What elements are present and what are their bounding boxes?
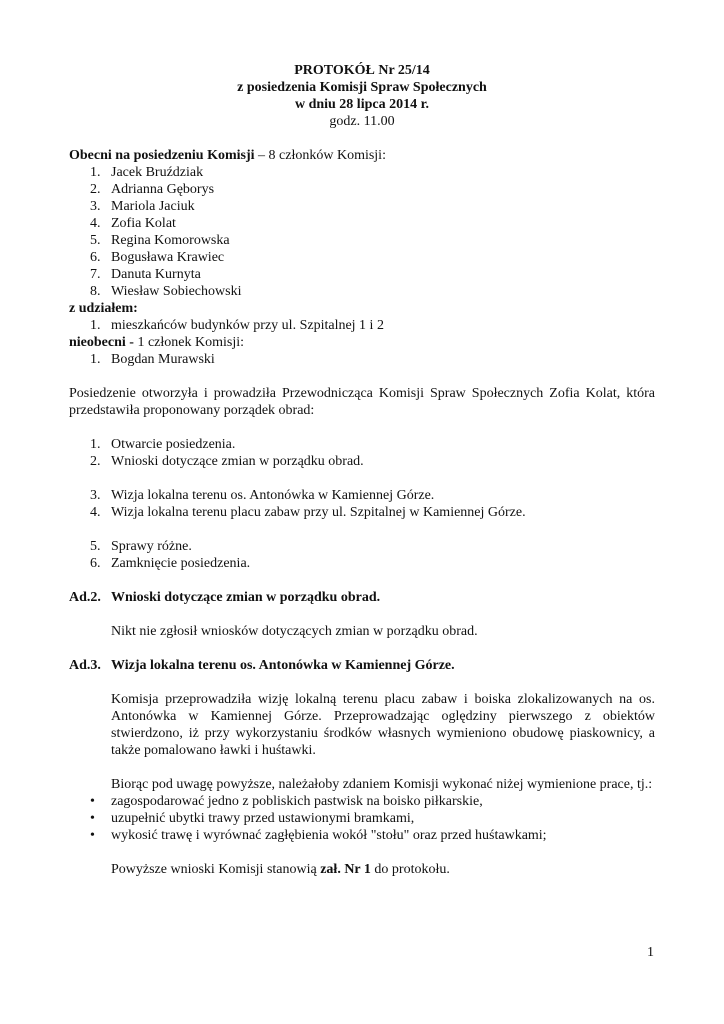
agenda-list-3 [69,538,655,572]
present-count: – 8 członków Komisji: [254,148,386,163]
list-item: 1. Jacek Bruździak [90,165,204,180]
agenda-list-2 [69,487,655,521]
agenda-item: 4. Wizja lokalna terenu placu zabaw przy ul. Szpitalnej w Kamiennej Górze. [90,505,526,520]
agenda-item: 3. Wizja lokalna terenu os. Antonówka w Kamiennej Górze. [90,488,435,503]
meeting-date: w dniu 28 lipca 2014 r. [294,97,430,112]
ad2-paragraph: Nikt nie zgłosił wniosków dotyczących zmian w porządku obrad. [111,624,478,639]
bullet-icon: • [90,828,95,843]
agenda-item: 1. Otwarcie posiedzenia. [90,437,236,452]
ad3-paragraph-2: Biorąc pod uwagę powyższe, należałoby zdaniem Komisji wykonać niżej wymienione prace, tj.: [111,777,653,792]
document-header [69,62,655,130]
list-item: 2. Adrianna Gęborys [90,182,215,197]
bullet-icon: • [90,794,95,809]
list-item: 1. Bogdan Murawski [90,352,215,367]
list-item: 4. Zofia Kolat [90,216,176,231]
list-item: 3. Mariola Jaciuk [90,199,195,214]
list-item: • wykosić trawę i wyrównać zagłębienia wokół "stołu" oraz przed huśtawkami; [90,828,547,843]
meeting-time: godz. 11.00 [329,114,395,129]
list-item: • uzupełnić ubytki trawy przed ustawionymi bramkami, [90,811,415,826]
list-item: 6. Bogusława Krawiec [90,250,225,265]
list-item: 8. Wiesław Sobiechowski [90,284,242,299]
list-item: 7. Danuta Kurnyta [90,267,201,282]
absent-list [69,351,655,368]
with-list [69,317,655,334]
page-number: 1 [647,945,654,960]
recommendations-list [69,793,655,844]
closing-paragraph: Powyższe wnioski Komisji stanowią zał. Nr 1 do protokołu. [111,862,450,877]
present-heading [69,147,655,164]
agenda-list-1 [69,436,655,470]
protocol-title: PROTOKÓŁ Nr 25/14 [294,63,430,78]
document-page [69,62,655,878]
with-heading: z udziałem: [69,301,138,316]
bullet-icon: • [90,811,95,826]
section-heading-ad2: Ad.2. Wnioski dotyczące zmian w porządku obrad. [69,590,381,605]
list-item: 5. Regina Komorowska [90,233,230,248]
agenda-item: 2. Wnioski dotyczące zmian w porządku obrad. [90,454,364,469]
present-label: Obecni na posiedzeniu Komisji [69,148,255,163]
ad3-paragraph-1: Komisja przeprowadziła wizję lokalną terenu placu zabaw i boiska zlokalizowanych na os. Antonówka w Kamiennej Górze. Przeprowadzając oględziny pierwszego z obiektów stwierdzono, iż przy wykorzystaniu środków własnych wymieniono obudowę piaskownicy, a także pomalowano ławki i huśtawki. [111,692,655,758]
intro-paragraph: Posiedzenie otworzyła i prowadziła Przewodnicząca Komisji Spraw Społecznych Zofia Kolat, która przedstawiła proponowany porządek obrad: [69,386,655,418]
section-heading-ad3: Ad.3. Wizja lokalna terenu os. Antonówka w Kamiennej Górze. [69,658,455,673]
agenda-item: 6. Zamknięcie posiedzenia. [90,556,251,571]
protocol-subtitle: z posiedzenia Komisji Spraw Społecznych [237,80,487,95]
list-item: 1. mieszkańców budynków przy ul. Szpitalnej 1 i 2 [90,318,384,333]
agenda-item: 5. Sprawy różne. [90,539,192,554]
attachment-ref: zał. Nr 1 [320,862,371,877]
members-list [69,164,655,300]
absent-count: 1 członek Komisji: [137,335,244,350]
list-item: • zagospodarować jedno z pobliskich pastwisk na boisko piłkarskie, [90,794,483,809]
absent-heading [69,334,655,351]
absent-label: nieobecni - [69,335,138,350]
